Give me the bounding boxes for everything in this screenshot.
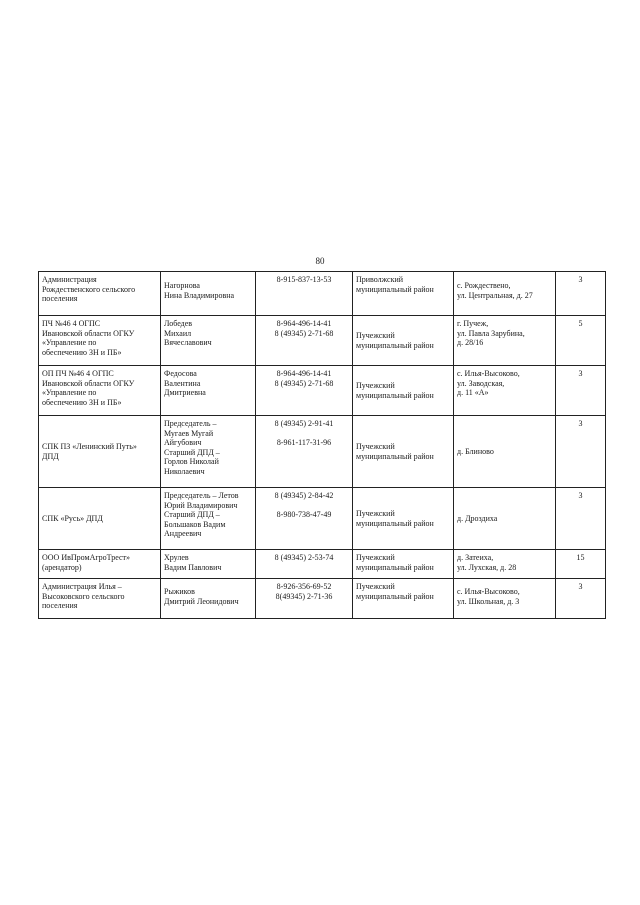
address-line: с. Илья-Высоково, <box>457 369 520 378</box>
organization-line: Ивановской области ОГКУ <box>42 378 135 388</box>
district-line: муниципальный район <box>356 562 434 572</box>
address-cell <box>454 366 556 416</box>
organization-line: Высоковского сельского <box>42 591 125 601</box>
phone-number: 8-926-356-69-52 <box>276 582 332 591</box>
phone-number: 8-980-738-47-49 <box>276 509 332 519</box>
address-cell <box>454 416 556 488</box>
table-row <box>39 316 606 366</box>
person-cell <box>161 488 256 550</box>
phone-number: 8-964-496-14-41 <box>276 369 332 378</box>
organization-line: поселения <box>42 601 78 610</box>
organization-line: ООО ИвПромАгроТрест» <box>42 553 131 562</box>
person-line: Федосова <box>164 369 197 378</box>
table-row <box>39 550 606 579</box>
person-line: Председатель – <box>164 419 217 428</box>
person-line: Председатель – Летов <box>164 491 239 500</box>
person-line: Старший ДПД – <box>164 447 220 457</box>
address-cell <box>454 579 556 619</box>
organization-line: обеспечению ЗН и ПБ» <box>42 347 122 357</box>
person-line: Айгубович <box>164 438 202 447</box>
table-row <box>39 366 606 416</box>
organization-line: Ивановской области ОГКУ <box>42 328 135 338</box>
table-row <box>39 416 606 488</box>
person-line: Вадим Павлович <box>164 562 222 572</box>
district-cell <box>353 272 454 316</box>
district-line: Приволжский <box>356 275 404 284</box>
count-cell: 5 <box>556 316 606 366</box>
phone-number: 8 (49345) 2-53-74 <box>274 553 334 562</box>
address-line: с. Илья-Высоково, <box>457 587 520 596</box>
district-line: Пучежский <box>356 582 395 591</box>
person-line: Дмитриевна <box>164 388 206 397</box>
district-line: Пучежский <box>356 381 395 390</box>
phone-cell <box>256 416 353 488</box>
district-cell <box>353 488 454 550</box>
person-line: Горлов Николай <box>164 457 219 466</box>
count-cell: 3 <box>556 272 606 316</box>
phone-cell <box>256 488 353 550</box>
person-line: Андреевич <box>164 529 202 538</box>
address-line: ул. Лухская, д. 28 <box>457 562 517 572</box>
person-cell <box>161 316 256 366</box>
person-cell <box>161 416 256 488</box>
person-cell <box>161 550 256 579</box>
district-cell <box>353 316 454 366</box>
phone-cell <box>256 366 353 416</box>
organization-line: Администрация <box>42 275 97 284</box>
count-cell: 3 <box>556 366 606 416</box>
district-line: муниципальный район <box>356 284 434 294</box>
organization-line: поселения <box>42 294 78 303</box>
organization-cell <box>39 366 161 416</box>
person-line: Вячеславович <box>164 338 212 347</box>
phone-number: 8 (49345) 2-91-41 <box>274 419 334 428</box>
person-line: Дмитрий Леонидович <box>164 596 239 606</box>
address-cell <box>454 488 556 550</box>
person-line: Николаевич <box>164 466 205 476</box>
person-line: Лобедев <box>164 319 193 328</box>
address-cell <box>454 316 556 366</box>
phone-number: 8 (49345) 2-84-42 <box>274 491 334 500</box>
address-line: с. Рождествено, <box>457 281 511 290</box>
person-line: Старший ДПД – <box>164 510 220 519</box>
address-line: ул. Центральная, д. 27 <box>457 290 533 300</box>
phone-cell <box>256 316 353 366</box>
organization-cell <box>39 579 161 619</box>
count-cell: 3 <box>556 579 606 619</box>
person-line: Мугаев Мугай <box>164 428 214 438</box>
table-row <box>39 272 606 316</box>
person-cell <box>161 366 256 416</box>
district-line: муниципальный район <box>356 451 434 461</box>
person-line: Нина Владимировна <box>164 290 235 300</box>
district-line: муниципальный район <box>356 591 434 601</box>
organization-line: СПК ПЗ «Ленинский Путь» <box>42 442 137 451</box>
organization-line: Рождественского сельского <box>42 284 136 294</box>
person-line: Валентина <box>164 378 201 388</box>
organization-line: Администрация Илья – <box>42 582 122 591</box>
organization-line: ОП ПЧ №46 4 ОГПС <box>42 369 114 378</box>
person-line: Юрий Владимирович <box>164 500 238 510</box>
address-cell <box>454 550 556 579</box>
count-cell: 15 <box>556 550 606 579</box>
district-cell <box>353 579 454 619</box>
district-line: Пучежский <box>356 553 395 562</box>
organization-cell <box>39 316 161 366</box>
organization-cell <box>39 550 161 579</box>
phone-number: 8-961-117-31-96 <box>276 437 332 447</box>
phone-cell <box>256 550 353 579</box>
district-cell <box>353 416 454 488</box>
address-line: д. 11 «А» <box>457 388 489 397</box>
district-line: муниципальный район <box>356 518 434 528</box>
district-line: муниципальный район <box>356 390 434 400</box>
organization-cell <box>39 272 161 316</box>
phone-number: 8-964-496-14-41 <box>276 319 332 328</box>
address-line: д. Затеиха, <box>457 553 494 562</box>
table-row <box>39 488 606 550</box>
address-line: г. Пучеж, <box>457 319 489 328</box>
phone-cell <box>256 272 353 316</box>
person-line: Хрулев <box>164 553 189 562</box>
district-cell <box>353 366 454 416</box>
organization-line: «Управление по <box>42 388 97 397</box>
person-line: Рыжиков <box>164 587 195 596</box>
district-cell <box>353 550 454 579</box>
phone-number: 8(49345) 2-71-36 <box>275 591 333 601</box>
phone-cell <box>256 579 353 619</box>
organization-line: «Управление по <box>42 338 97 347</box>
contacts-table <box>38 271 606 619</box>
address-line: д. Дроздиха <box>457 513 498 523</box>
organization-line: ДПД <box>42 451 59 461</box>
organization-cell <box>39 416 161 488</box>
person-line: Нагорнова <box>164 281 200 290</box>
table-row <box>39 579 606 619</box>
phone-number: 8 (49345) 2-71-68 <box>274 378 334 388</box>
person-cell <box>161 272 256 316</box>
organization-line: ПЧ №46 4 ОГПС <box>42 319 101 328</box>
organization-cell <box>39 488 161 550</box>
address-line: ул. Школьная, д. 3 <box>457 596 520 606</box>
person-cell <box>161 579 256 619</box>
address-line: д. 28/16 <box>457 338 484 347</box>
count-cell: 3 <box>556 416 606 488</box>
phone-number: 8 (49345) 2-71-68 <box>274 328 334 338</box>
address-line: д. Блиново <box>457 446 494 456</box>
count-cell: 3 <box>556 488 606 550</box>
organization-line: (арендатор) <box>42 562 82 572</box>
organization-line: обеспечению ЗН и ПБ» <box>42 397 122 407</box>
district-line: муниципальный район <box>356 340 434 350</box>
address-line: ул. Павла Зарубина, <box>457 328 525 338</box>
phone-number: 8-915-837-13-53 <box>276 275 332 284</box>
page-number: 80 <box>315 256 325 266</box>
address-line: ул. Заводская, <box>457 378 505 388</box>
address-cell <box>454 272 556 316</box>
district-line: Пучежский <box>356 509 395 518</box>
person-line: Михаил <box>164 328 192 338</box>
person-line: Большаков Вадим <box>164 519 226 529</box>
district-line: Пучежский <box>356 331 395 340</box>
organization-line: СПК «Русь» ДПД <box>42 513 103 523</box>
district-line: Пучежский <box>356 442 395 451</box>
